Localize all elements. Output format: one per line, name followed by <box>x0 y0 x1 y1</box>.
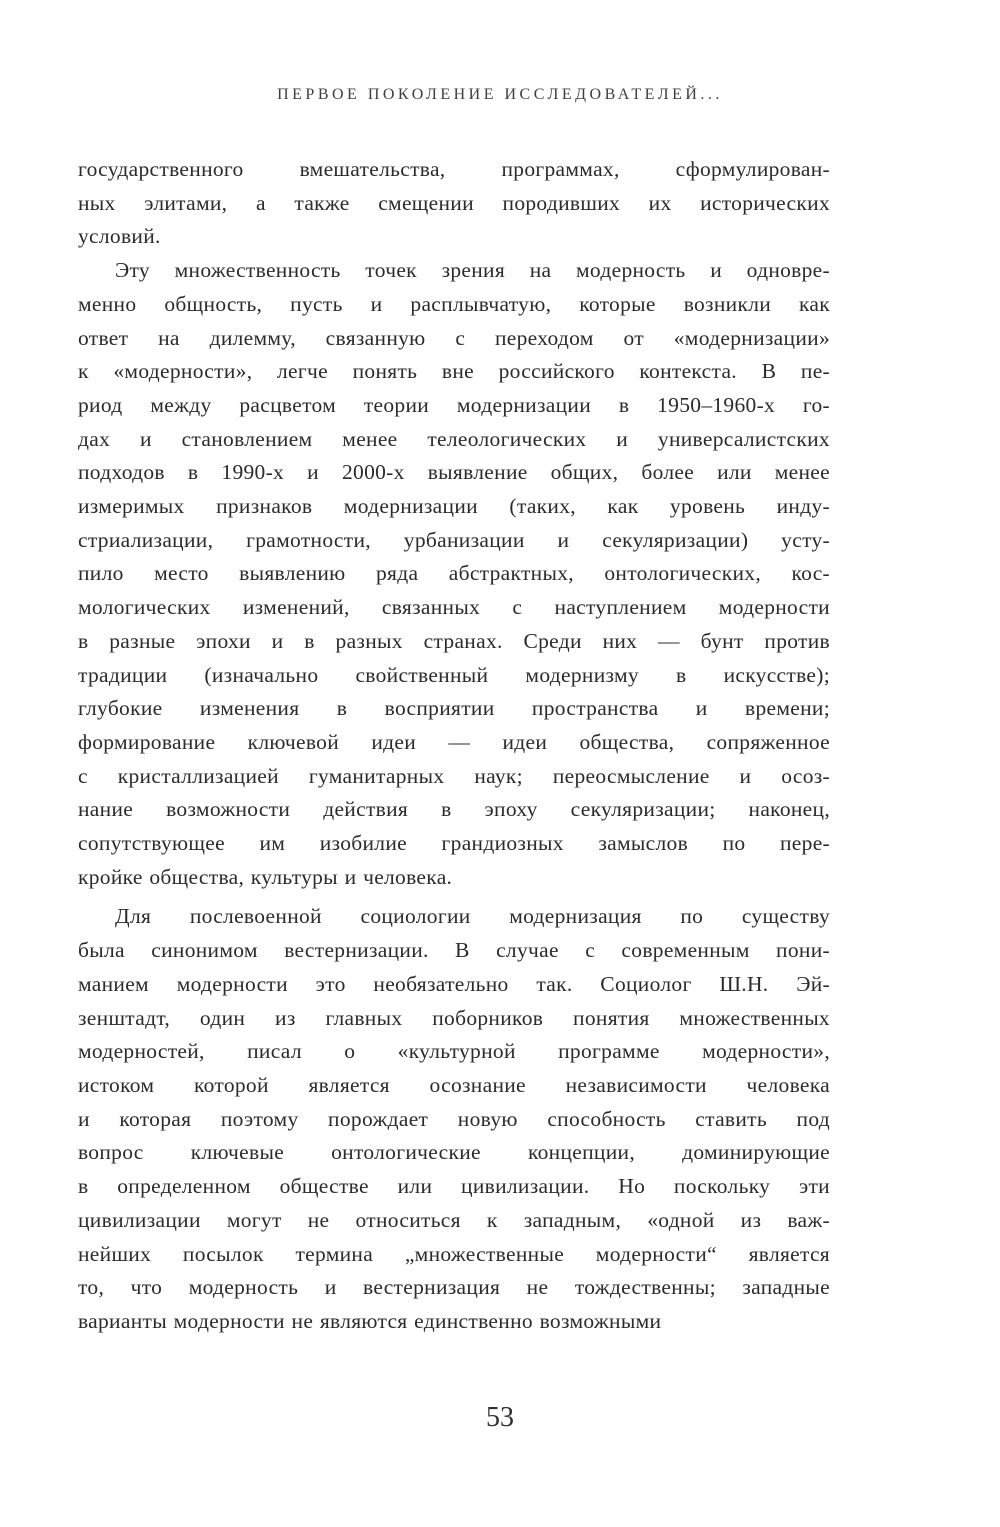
text-line: к «модерности», легче понять вне российского контекста. В пе- <box>78 359 830 384</box>
text-line: кройке общества, культуры и человека. <box>78 864 453 889</box>
running-head: ПЕРВОЕ ПОКОЛЕНИЕ ИССЛЕДОВАТЕЛЕЙ... <box>277 86 723 103</box>
text-line: с кристаллизацией гуманитарных наук; переосмысление и осоз- <box>78 763 830 788</box>
text-line: в разные эпохи и в разных странах. Среди них — бунт против <box>78 628 830 653</box>
text-line: вопрос ключевые онтологические концепции, доминирующие <box>78 1140 830 1165</box>
text-line: дах и становлением менее телеологических и универсалистских <box>78 426 830 451</box>
text-line: в определенном обществе или цивилизации. Но поскольку эти <box>78 1174 830 1199</box>
text-line: традиции (изначально свойственный модернизму в искусстве); <box>78 662 830 687</box>
text-line: варианты модерности не являются единственно возможными <box>78 1308 662 1333</box>
page-number: 53 <box>486 1402 514 1433</box>
text-line: нание возможности действия в эпоху секуляризации; наконец, <box>78 797 830 822</box>
text-line: нейших посылок термина „множественные модерности“ является <box>78 1241 830 1266</box>
text-line: ных элитами, а также смещении породивших их исторических <box>78 190 830 215</box>
text-line: менно общность, пусть и расплывчатую, которые возникли как <box>78 291 830 316</box>
text-line: ответ на дилемму, связанную с переходом от «модернизации» <box>78 325 830 350</box>
text-line: глубокие изменения в восприятии пространства и времени; <box>78 696 830 721</box>
paragraph <box>78 153 830 254</box>
paragraph <box>78 254 830 894</box>
text-line: формирование ключевой идеи — идеи общества, сопряженное <box>78 729 830 754</box>
text-line: пило место выявлению ряда абстрактных, онтологических, кос- <box>78 561 830 586</box>
text-line: и которая поэтому порождает новую способность ставить под <box>78 1106 830 1131</box>
text-line: то, что модерность и вестернизация не тождественны; западные <box>78 1275 830 1300</box>
text-line: измеримых признаков модернизации (таких, как уровень инду- <box>78 494 830 519</box>
paragraph <box>78 900 830 1338</box>
text-line: мологических изменений, связанных с наступлением модерности <box>78 595 830 620</box>
text-line: подходов в 1990-х и 2000-х выявление общих, более или менее <box>78 460 830 485</box>
text-line: сопутствующее им изобилие грандиозных замыслов по пере- <box>78 831 830 856</box>
text-line: модерностей, писал о «культурной программе модерности», <box>78 1039 830 1064</box>
body-text <box>78 153 830 1339</box>
text-line: зенштадт, один из главных поборников понятия множественных <box>78 1005 830 1030</box>
text-line: цивилизации могут не относиться к западным, «одной из важ- <box>78 1207 830 1232</box>
text-line: была синонимом вестернизации. В случае с современным пони- <box>78 938 830 963</box>
text-line: государственного вмешательства, программах, сформулирован- <box>78 157 830 181</box>
text-line: условий. <box>78 224 161 249</box>
text-line: Для послевоенной социологии модернизация по существу <box>115 904 830 929</box>
text-line: манием модерности это необязательно так. Социолог Ш.Н. Эй- <box>78 971 830 996</box>
text-line: истоком которой является осознание независимости человека <box>78 1072 830 1097</box>
text-line: Эту множественность точек зрения на модерность и одновре- <box>115 258 830 283</box>
text-line: риод между расцветом теории модернизации в 1950–1960-х го- <box>78 392 830 417</box>
text-line: стриализации, грамотности, урбанизации и секуляризации) усту- <box>78 527 830 552</box>
